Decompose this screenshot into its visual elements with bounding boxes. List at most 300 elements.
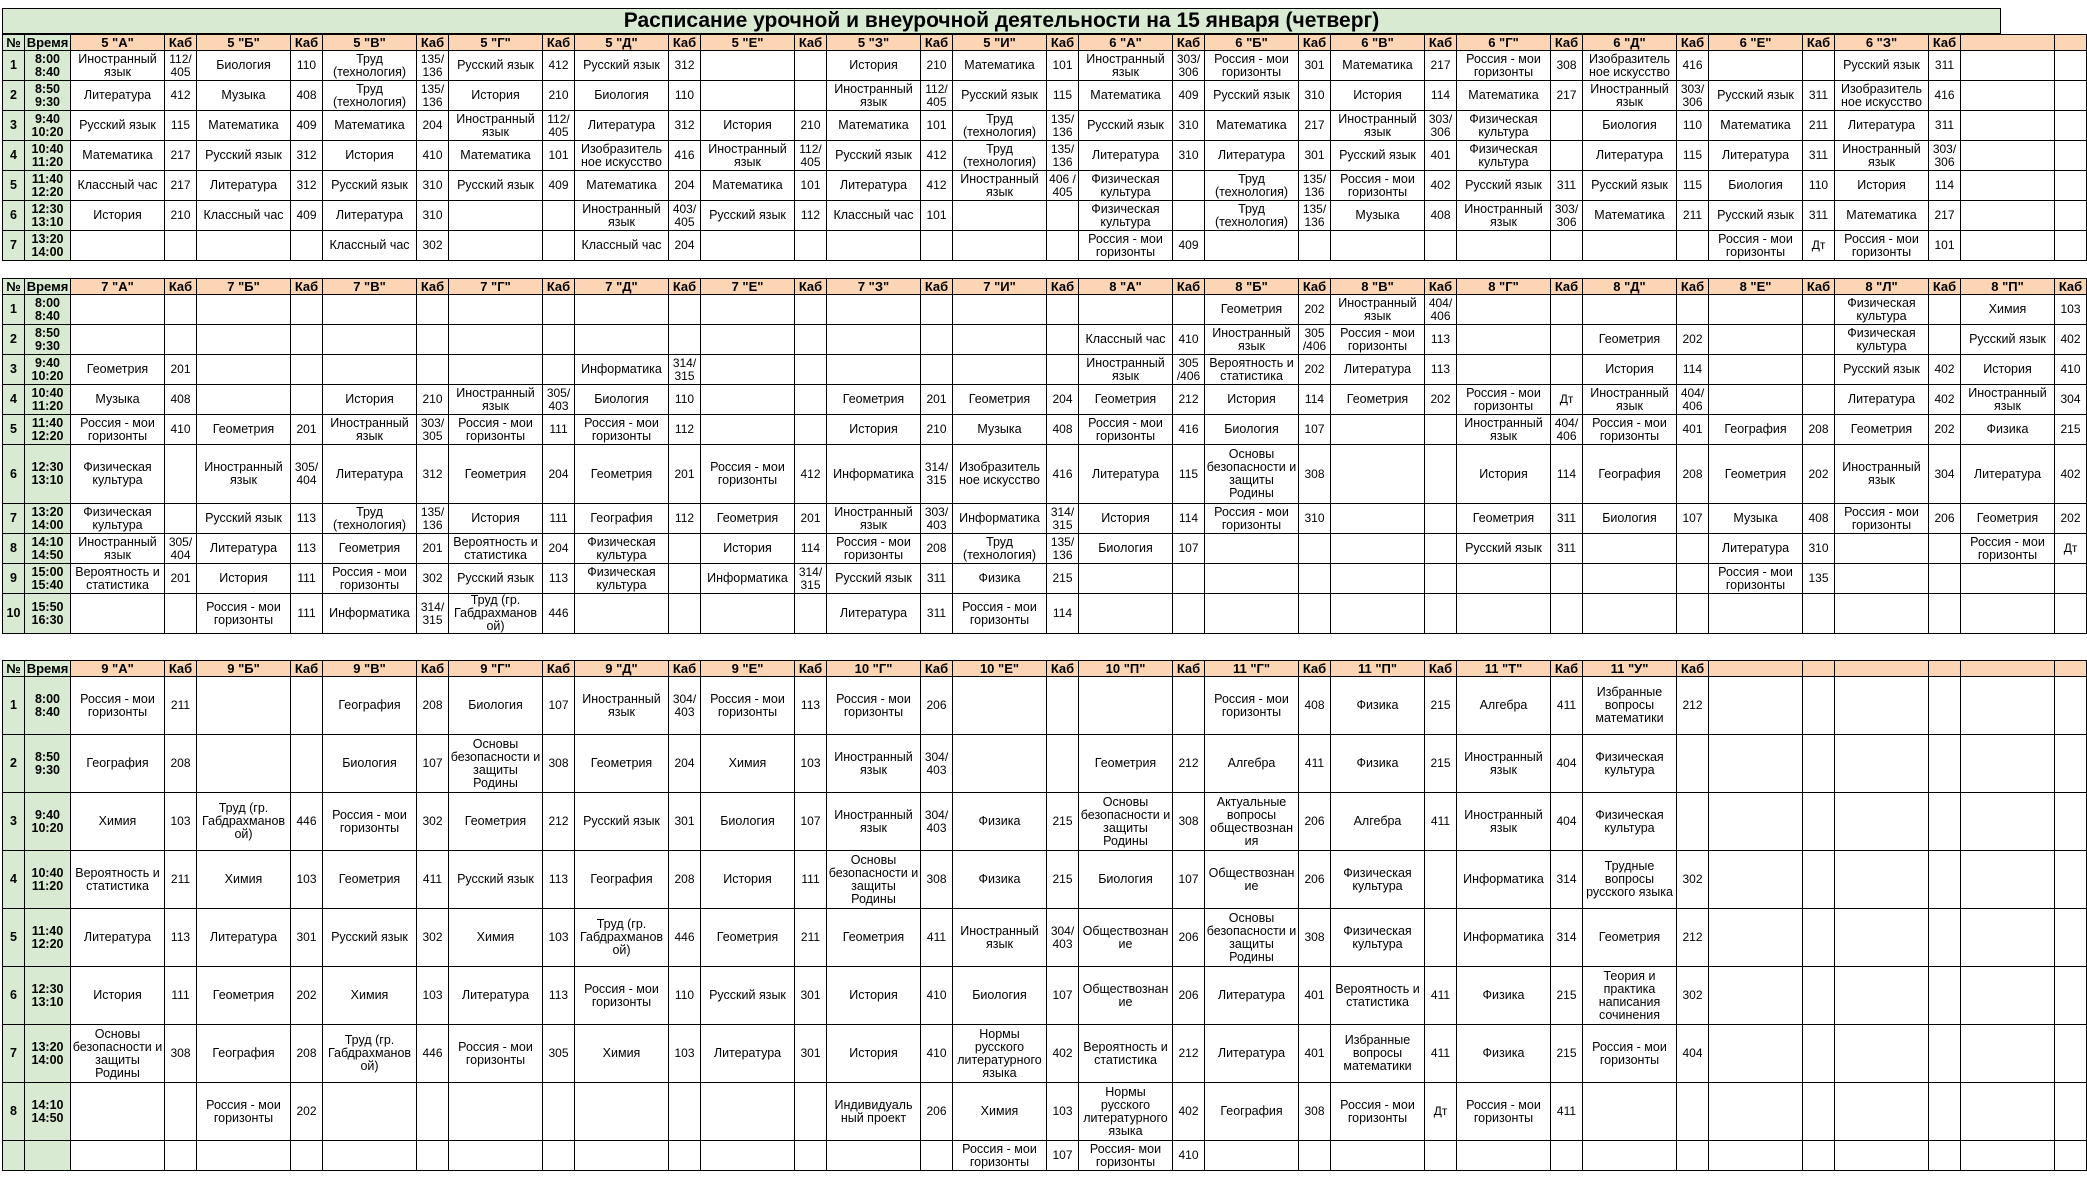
room-cell: 112/ 405 [795,141,827,171]
subject-cell: Иностранный язык [71,51,165,81]
header-room: Каб [165,279,197,295]
room-cell: 111 [291,564,323,594]
room-cell: 314/ 315 [417,594,449,634]
subject-cell: Геометрия [575,445,669,504]
subject-cell: Русский язык [323,171,417,201]
subject-cell: Вероятность и статистика [1331,967,1425,1025]
room-cell: 217 [1929,201,1961,231]
room-cell: 304/ 403 [921,793,953,851]
subject-cell [1079,677,1173,735]
room-cell [1551,564,1583,594]
room-cell: 412 [795,445,827,504]
room-cell: 411 [1551,1083,1583,1141]
room-cell: 215 [1551,1025,1583,1083]
subject-cell [1961,967,2055,1025]
subject-cell: Литература [1079,445,1173,504]
room-cell [795,355,827,385]
room-cell [1425,909,1457,967]
subject-cell: Россия - мои горизонты [1709,564,1803,594]
subject-cell [575,295,669,325]
subject-cell: Иностранный язык [449,385,543,415]
subject-cell [1331,415,1425,445]
subject-cell [1709,1025,1803,1083]
header-room: Каб [543,661,575,677]
header-room: Каб [1677,35,1709,51]
room-cell [1677,1141,1709,1171]
subject-cell [1457,295,1551,325]
header-class: 7 "Б" [197,279,291,295]
subject-cell: Литература [701,1025,795,1083]
room-cell [165,1141,197,1171]
subject-cell: Россия - мои горизонты [1079,415,1173,445]
subject-cell: Классный час [323,231,417,261]
subject-cell: Россия - мои горизонты [1961,534,2055,564]
room-cell: 112/ 405 [543,111,575,141]
subject-cell: Русский язык [1457,534,1551,564]
room-cell: 208 [921,534,953,564]
lesson-number: 6 [3,201,25,231]
subject-cell: Труд (технология) [323,51,417,81]
room-cell: 302 [417,564,449,594]
subject-cell [1961,594,2055,634]
room-cell: Дт [2055,534,2087,564]
header-number: № [3,661,25,677]
subject-cell: География [1709,415,1803,445]
room-cell: 308 [1173,793,1205,851]
room-cell: 408 [1425,201,1457,231]
subject-cell: Иностранный язык [1583,81,1677,111]
header-room: Каб [165,661,197,677]
subject-cell: Математика [575,171,669,201]
room-cell: 202 [2055,504,2087,534]
subject-cell: Алгебра [1205,735,1299,793]
room-cell [1929,1083,1961,1141]
subject-cell: Геометрия [827,385,921,415]
room-cell [1425,1141,1457,1171]
subject-cell [71,594,165,634]
subject-cell: Физическая культура [1331,851,1425,909]
subject-cell: Физическая культура [1457,141,1551,171]
room-cell: 202 [291,967,323,1025]
lesson-number: 1 [3,677,25,735]
subject-cell: Математика [449,141,543,171]
room-cell: 410 [921,1025,953,1083]
room-cell [543,201,575,231]
room-cell: 111 [291,594,323,634]
subject-cell: Химия [1961,295,2055,325]
room-cell [1551,1141,1583,1171]
lesson-number: 4 [3,385,25,415]
subject-cell [1835,1025,1929,1083]
room-cell [795,1083,827,1141]
subject-cell: Труд (технология) [953,534,1047,564]
room-cell [1047,231,1079,261]
room-cell: 215 [1047,793,1079,851]
subject-cell: Труд (гр. Габдрахманов ой) [197,793,291,851]
subject-cell: Русский язык [197,141,291,171]
header-class: 5 "Д" [575,35,669,51]
header-room: Каб [1551,35,1583,51]
subject-cell [323,1141,417,1171]
header-class: 6 "З" [1835,35,1929,51]
subject-cell: Математика [953,51,1047,81]
subject-cell: Русский язык [1709,201,1803,231]
room-cell: 446 [417,1025,449,1083]
subject-cell [449,355,543,385]
room-cell: 112/ 405 [165,51,197,81]
subject-cell [197,385,291,415]
subject-cell: Обществознан ие [1079,967,1173,1025]
room-cell: 301 [291,909,323,967]
room-cell: 101 [1929,231,1961,261]
room-cell: 212 [1677,909,1709,967]
room-cell: 202 [1299,355,1331,385]
header-room: Каб [669,35,701,51]
table-row [3,1083,2087,1141]
subject-cell: Русский язык [1835,51,1929,81]
room-cell [291,1141,323,1171]
room-cell: 113 [291,534,323,564]
header-class: 7 "Г" [449,279,543,295]
subject-cell: Нормы русского литературного языка [1079,1083,1173,1141]
subject-cell: Русский язык [953,81,1047,111]
table-row [3,141,2087,171]
room-cell: 115 [1677,171,1709,201]
subject-cell: Биология [197,51,291,81]
subject-cell: История [197,564,291,594]
room-cell: 208 [291,1025,323,1083]
subject-cell [1583,231,1677,261]
room-cell: 202 [1803,445,1835,504]
room-cell [795,594,827,634]
subject-cell: Классный час [827,201,921,231]
subject-cell [953,355,1047,385]
room-cell: 211 [795,909,827,967]
room-cell [1677,295,1709,325]
header-class: 5 "З" [827,35,921,51]
room-cell: 211 [165,851,197,909]
header-class [1835,661,1929,677]
lesson-time: 15:00 15:40 [25,564,71,594]
subject-cell: Русский язык [1331,141,1425,171]
room-cell: 113 [165,909,197,967]
subject-cell: Геометрия [1331,385,1425,415]
subject-cell: Геометрия [71,355,165,385]
subject-cell [1835,735,1929,793]
room-cell [291,385,323,415]
header-room: Каб [1551,279,1583,295]
header-class: 11 "У" [1583,661,1677,677]
header-room: Каб [1047,35,1079,51]
subject-cell: Геометрия [197,415,291,445]
table-row [3,51,2087,81]
subject-cell: Россия - мои горизонты [1835,504,1929,534]
room-cell: 301 [1299,51,1331,81]
subject-cell [1835,534,1929,564]
lesson-number: 2 [3,325,25,355]
room-cell [291,295,323,325]
subject-cell [701,1141,795,1171]
header-time: Время [25,35,71,51]
header-room: Каб [417,279,449,295]
subject-cell [1961,564,2055,594]
subject-cell [71,231,165,261]
room-cell: 204 [543,534,575,564]
room-cell: 411 [1425,1025,1457,1083]
subject-cell: Труд (гр. Габдрахманов ой) [575,909,669,967]
lesson-number: 5 [3,171,25,201]
subject-cell [953,735,1047,793]
room-cell: 411 [1551,677,1583,735]
subject-cell: Основы безопасности и защиты Родины [449,735,543,793]
room-cell [795,385,827,415]
subject-cell: Биология [1583,504,1677,534]
subject-cell: Информатика [575,355,669,385]
room-cell: 208 [165,735,197,793]
header-room: Каб [1425,35,1457,51]
lesson-time: 9:40 10:20 [25,111,71,141]
header-room: Каб [1803,35,1835,51]
subject-cell: Иностранный язык [1457,415,1551,445]
subject-cell [1961,141,2055,171]
subject-cell: Индивидуаль ный проект [827,1083,921,1141]
subject-cell: Иностранный язык [953,909,1047,967]
header-class: 5 "Б" [197,35,291,51]
room-cell: 311 [1929,51,1961,81]
subject-cell: Избранные вопросы математики [1583,677,1677,735]
subject-cell: Обществознан ие [1205,851,1299,909]
room-cell: 301 [795,967,827,1025]
room-cell: 103 [417,967,449,1025]
room-cell [921,1141,953,1171]
subject-cell [1835,1141,1929,1171]
subject-cell [1457,355,1551,385]
subject-cell [1961,51,2055,81]
room-cell [1425,445,1457,504]
header-class: 7 "В" [323,279,417,295]
room-cell [1929,793,1961,851]
subject-cell: Биология [1079,851,1173,909]
header-number: № [3,35,25,51]
subject-cell [575,1083,669,1141]
subject-cell: Россия - мои горизонты [197,594,291,634]
subject-cell [1709,735,1803,793]
subject-cell: Литература [71,81,165,111]
subject-cell: Труд (технология) [323,81,417,111]
room-cell: 301 [795,1025,827,1083]
room-cell: 215 [1425,677,1457,735]
subject-cell: Литература [323,201,417,231]
subject-cell: Основы безопасности и защиты Родины [71,1025,165,1083]
subject-cell: История [827,415,921,445]
header-room: Каб [165,35,197,51]
room-cell: 135/ 136 [417,504,449,534]
subject-cell: Труд (технология) [953,111,1047,141]
subject-cell: Математика [701,171,795,201]
room-cell [1047,355,1079,385]
room-cell [669,594,701,634]
subject-cell: Геометрия [953,385,1047,415]
room-cell: 304 [1929,445,1961,504]
room-cell: 107 [1299,415,1331,445]
subject-cell: Классный час [1079,325,1173,355]
subject-cell [1961,909,2055,967]
room-cell [1299,564,1331,594]
subject-cell: Физика [1331,735,1425,793]
table-row [3,735,2087,793]
subject-cell [197,231,291,261]
subject-cell: Математика [1457,81,1551,111]
subject-cell [1961,1083,2055,1141]
room-cell [417,1141,449,1171]
subject-cell [1205,1141,1299,1171]
subject-cell: Физическая культура [1079,201,1173,231]
room-cell: 404 [1677,1025,1709,1083]
room-cell [1929,967,1961,1025]
subject-cell: Изобразитель ное искусство [1835,81,1929,111]
room-cell: 401 [1677,415,1709,445]
room-cell: 202 [1677,325,1709,355]
subject-cell [71,1083,165,1141]
room-cell [669,325,701,355]
room-cell: 302 [1677,967,1709,1025]
header-room: Каб [1173,661,1205,677]
subject-cell: Изобразитель ное искусство [953,445,1047,504]
subject-cell: Информатика [701,564,795,594]
room-cell [2055,594,2087,634]
subject-cell: Литература [575,111,669,141]
room-cell: 114 [1677,355,1709,385]
subject-cell: История [1961,355,2055,385]
subject-cell: Россия - мои горизонты [1331,325,1425,355]
room-cell [1425,851,1457,909]
subject-cell: Россия - мои горизонты [71,415,165,445]
table-row [3,111,2087,141]
subject-cell [1961,677,2055,735]
room-cell [669,295,701,325]
subject-cell: Физика [953,793,1047,851]
subject-cell: Геометрия [449,445,543,504]
subject-cell: Математика [1331,51,1425,81]
room-cell [2055,111,2087,141]
subject-cell: Геометрия [1205,295,1299,325]
header-room: Каб [669,661,701,677]
room-cell: 303/ 305 [417,415,449,445]
room-cell [1929,534,1961,564]
subject-cell: Музыка [1331,201,1425,231]
room-cell: 411 [1425,967,1457,1025]
room-cell: 303/ 306 [1551,201,1583,231]
subject-cell: Иностранный язык [827,793,921,851]
room-cell: 217 [1425,51,1457,81]
room-cell: 112/ 405 [921,81,953,111]
header-class [1961,661,2055,677]
table-row [3,1025,2087,1083]
subject-cell [575,594,669,634]
room-cell: 115 [1047,81,1079,111]
subject-cell [701,355,795,385]
room-cell: 206 [1299,851,1331,909]
room-cell: 204 [669,735,701,793]
header-room: Каб [2055,279,2087,295]
subject-cell: Биология [701,793,795,851]
subject-cell: Россия - мои горизонты [449,415,543,445]
subject-cell: Математика [1583,201,1677,231]
subject-cell: Литература [197,534,291,564]
room-cell [669,1083,701,1141]
subject-cell [1709,1141,1803,1171]
subject-cell: Русский язык [71,111,165,141]
room-cell: 101 [1047,51,1079,81]
subject-cell: Физическая культура [1835,325,1929,355]
subject-cell: Вероятность и статистика [71,564,165,594]
room-cell: 113 [795,677,827,735]
subject-cell [1835,677,1929,735]
room-cell: 112 [669,504,701,534]
room-cell: 103 [291,851,323,909]
room-cell: 107 [1047,1141,1079,1171]
subject-cell: Труд (технология) [953,141,1047,171]
subject-cell [827,231,921,261]
subject-cell [701,81,795,111]
header-room: Каб [1425,279,1457,295]
subject-cell [1583,564,1677,594]
subject-cell: Русский язык [449,851,543,909]
room-cell: 113 [1425,355,1457,385]
room-cell [1803,1025,1835,1083]
subject-cell: Литература [1835,111,1929,141]
room-cell [1803,851,1835,909]
room-cell [1677,793,1709,851]
room-cell: 402 [1173,1083,1205,1141]
room-cell: 114 [1299,385,1331,415]
subject-cell: Иностранный язык [1583,385,1677,415]
subject-cell [1079,295,1173,325]
subject-cell: Русский язык [1709,81,1803,111]
room-cell: 301 [669,793,701,851]
room-cell [1803,1083,1835,1141]
room-cell: 305/ 404 [165,534,197,564]
room-cell [1677,594,1709,634]
lesson-number: 5 [3,415,25,445]
room-cell: 201 [921,385,953,415]
subject-cell: География [575,851,669,909]
room-cell: 305 /406 [1173,355,1205,385]
room-cell: 409 [1173,231,1205,261]
room-cell: 310 [1173,141,1205,171]
subject-cell [197,355,291,385]
header-time: Время [25,279,71,295]
room-cell: 411 [417,851,449,909]
room-cell [1929,851,1961,909]
subject-cell [1079,564,1173,594]
room-cell: 208 [1803,415,1835,445]
header-room: Каб [1551,661,1583,677]
room-cell: 217 [1551,81,1583,111]
lesson-time: 8:50 9:30 [25,325,71,355]
room-cell [921,231,953,261]
subject-cell: Русский язык [197,504,291,534]
room-cell: 103 [795,735,827,793]
room-cell [1929,295,1961,325]
subject-cell: Иностранный язык [701,141,795,171]
room-cell [2055,851,2087,909]
subject-cell [1331,231,1425,261]
subject-cell: Математика [1079,81,1173,111]
room-cell [543,1083,575,1141]
room-cell: 401 [1299,1025,1331,1083]
room-cell: Дт [1425,1083,1457,1141]
